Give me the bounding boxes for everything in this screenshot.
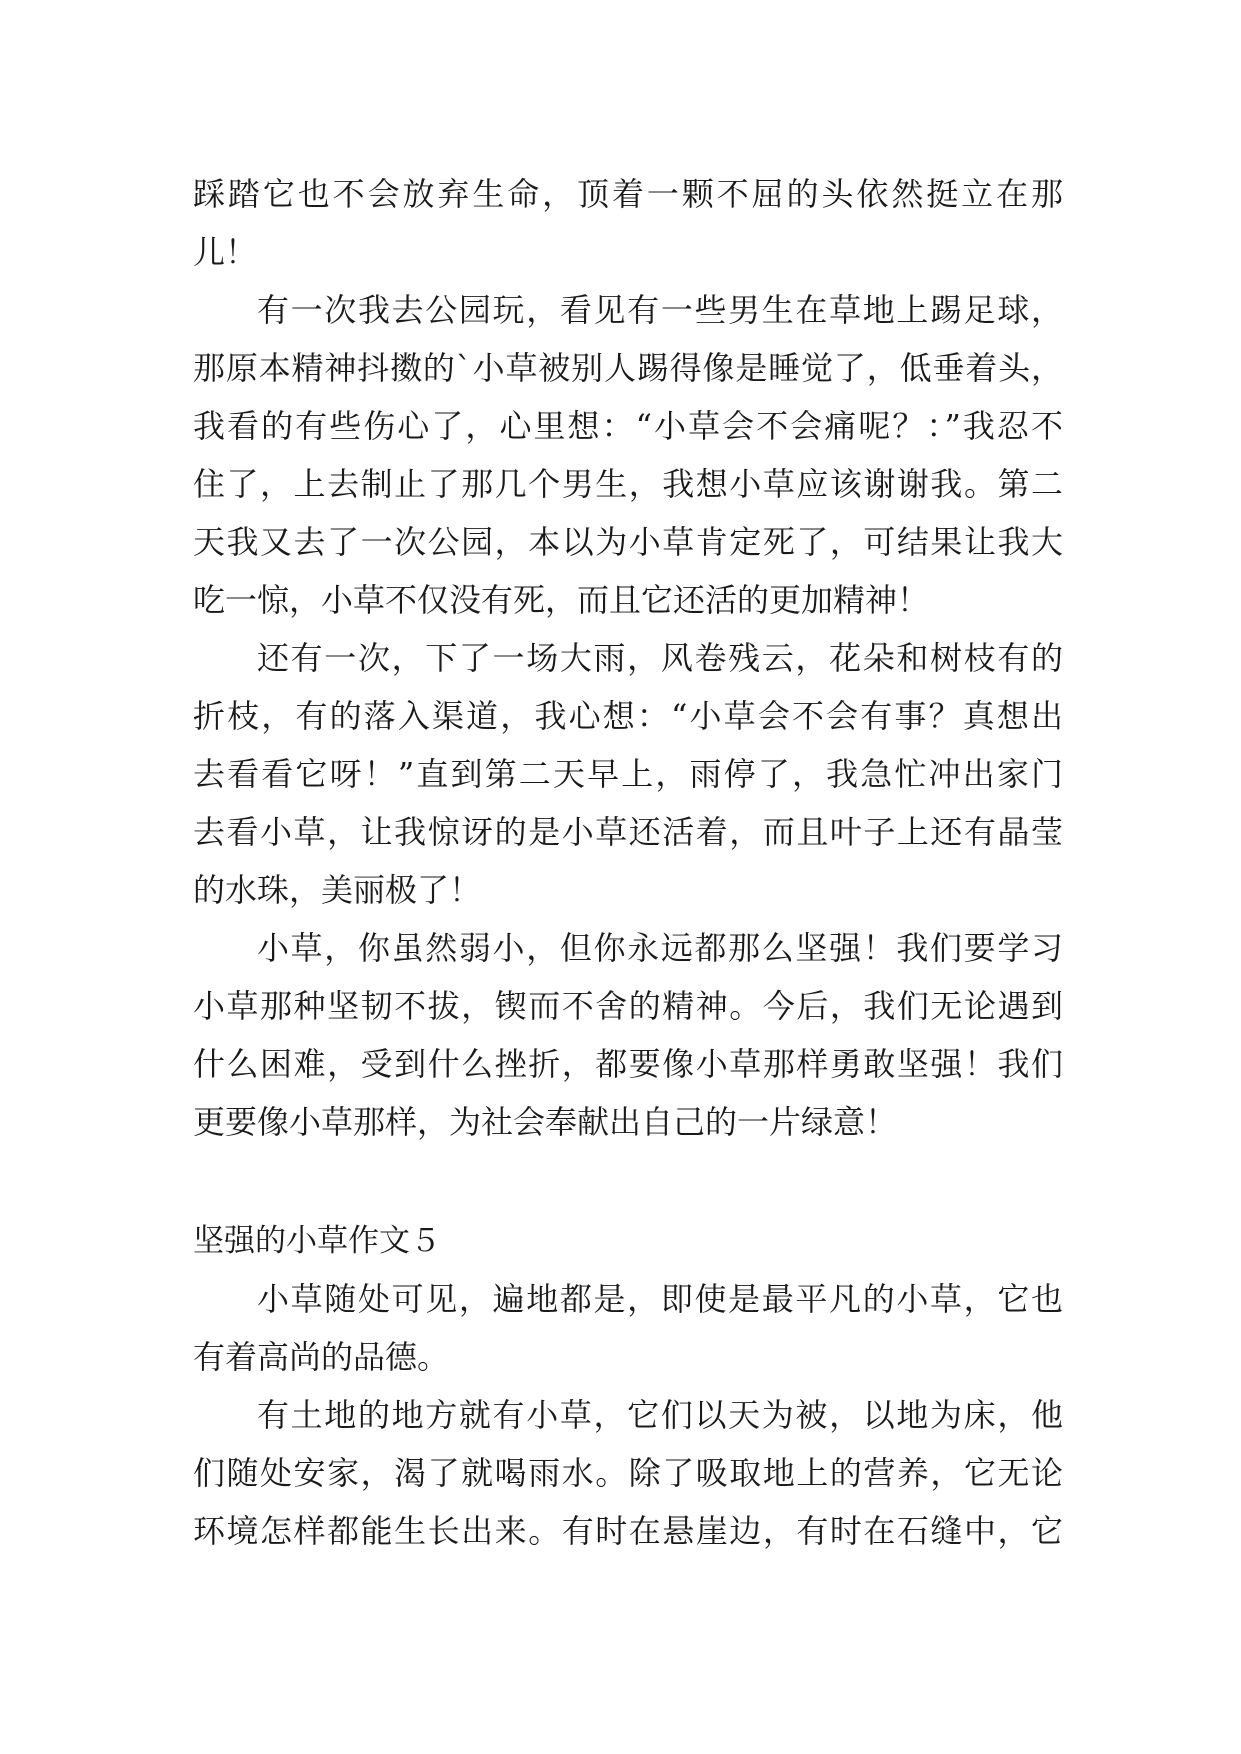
section-heading: 坚强的小草作文５ bbox=[193, 1223, 441, 1259]
text-line: 住了，上去制止了那几个男生，我想小草应该谢谢我。第二 bbox=[193, 465, 1063, 503]
text-line: 有着高尚的品德。 bbox=[193, 1338, 450, 1376]
paragraph-first-line: 小草，你虽然弱小，但你永远都那么坚强！我们要学习 bbox=[257, 929, 1063, 967]
text-line: 儿！ bbox=[193, 233, 258, 271]
paragraph-first-line: 小草随处可见，遍地都是，即使是最平凡的小草，它也 bbox=[257, 1280, 1063, 1318]
paragraph-first-line: 有一次我去公园玩，看见有一些男生在草地上踢足球， bbox=[257, 291, 1063, 329]
paragraph-first-line: 有土地的地方就有小草，它们以天为被，以地为床，他 bbox=[257, 1396, 1063, 1434]
paragraph-first-line: 还有一次，下了一场大雨，风卷残云，花朵和树枝有的 bbox=[257, 639, 1063, 677]
text-line: 我看的有些伤心了，心里想：“小草会不会痛呢？：”我忍不 bbox=[193, 407, 1063, 445]
text-line: 们随处安家，渴了就喝雨水。除了吸取地上的营养，它无论 bbox=[193, 1454, 1063, 1492]
text-line: 什么困难，受到什么挫折，都要像小草那样勇敢坚强！我们 bbox=[193, 1045, 1063, 1083]
text-line: 环境怎样都能生长出来。有时在悬崖边，有时在石缝中，它 bbox=[193, 1512, 1063, 1550]
text-line: 更要像小草那样，为社会奉献出自己的一片绿意！ bbox=[193, 1103, 898, 1141]
text-line: 天我又去了一次公园，本以为小草肯定死了，可结果让我大 bbox=[193, 523, 1063, 561]
text-line: 的水珠，美丽极了！ bbox=[193, 871, 482, 909]
text-line: 折枝，有的落入渠道，我心想：“小草会不会有事？真想出 bbox=[193, 697, 1063, 735]
text-line: 去看看它呀！”直到第二天早上，雨停了，我急忙冲出家门 bbox=[193, 755, 1063, 793]
text-line: 那原本精神抖擞的`小草被别人踢得像是睡觉了，低垂着头， bbox=[193, 349, 1063, 387]
text-line: 小草那种坚韧不拔，锲而不舍的精神。今后，我们无论遇到 bbox=[193, 987, 1063, 1025]
text-line: 吃一惊，小草不仅没有死，而且它还活的更加精神！ bbox=[193, 581, 930, 619]
text-line: 踩踏它也不会放弃生命，顶着一颗不屈的头依然挺立在那 bbox=[193, 175, 1063, 213]
text-line: 去看小草，让我惊讶的是小草还活着，而且叶子上还有晶莹 bbox=[193, 813, 1063, 851]
